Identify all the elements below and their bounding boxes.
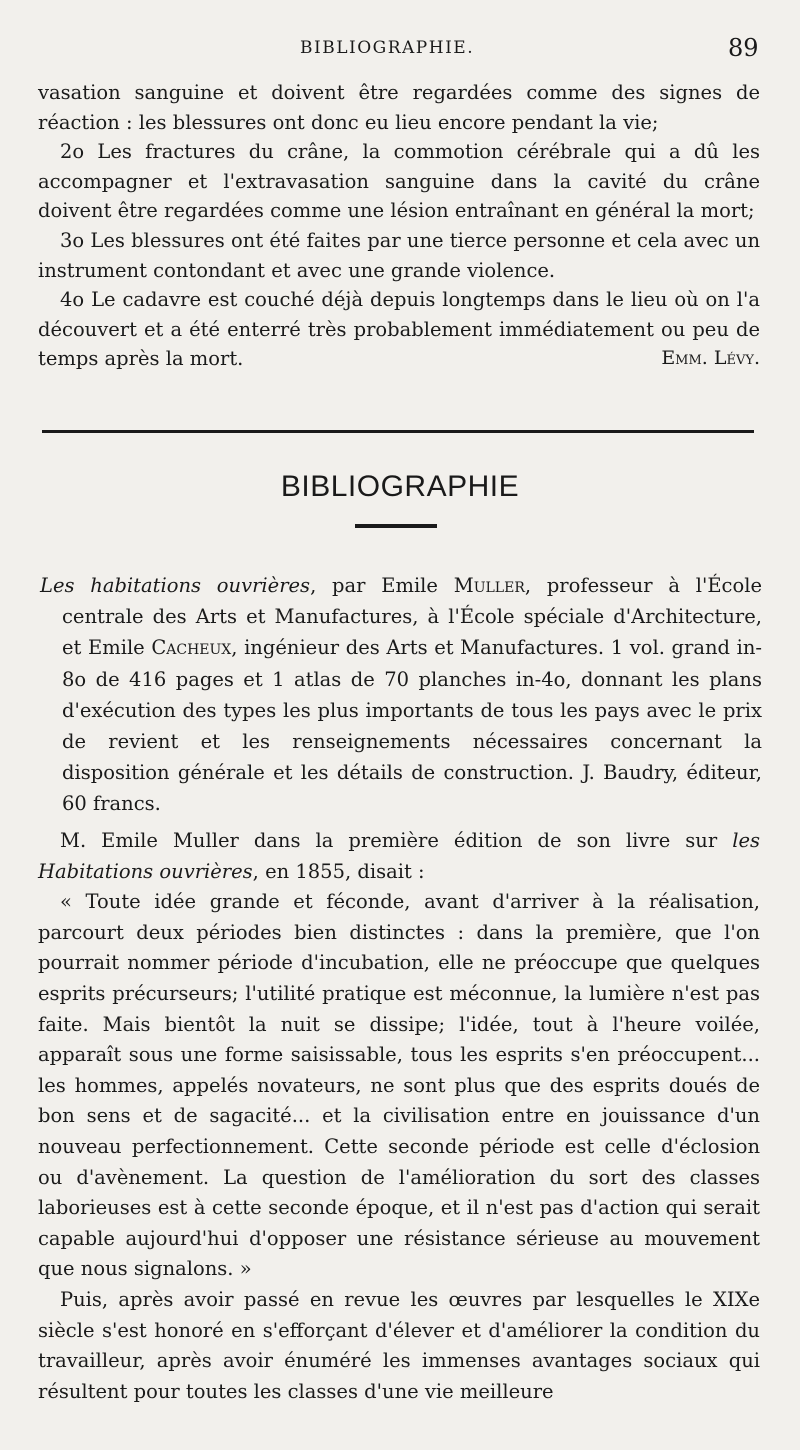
citation-affiliation: , professeur à l'École centrale des Arts et Manufactures, à l'École spéciale d'Architecture, et Emile — [62, 574, 762, 660]
page-number: 89 — [728, 34, 759, 62]
section-heading: BIBLIOGRAPHIE — [280, 470, 520, 503]
citation-details: , ingénieur des Arts et Manufactures. 1 vol. grand in-8o de 416 pages et 1 atlas de 70 planches in-4o, donnant les plans d'exécution des types les plus importants de tous les pays avec le prix de revient et les renseignements nécessaires concernant la disposition générale et les détails de construction. J. Baudry, éditeur, 60 francs. — [62, 636, 762, 816]
citation-by: , par Emile — [310, 574, 454, 597]
article-paragraph-3: 3o Les blessures ont été faites par une tierce personne et cela avec un instrument contondant et avec une grande violence. — [38, 228, 760, 282]
section-divider — [42, 430, 754, 433]
heading-underline — [355, 524, 437, 528]
review-intro — [38, 826, 760, 887]
article-paragraph-4 — [38, 285, 760, 374]
review-body — [38, 826, 760, 1407]
author-signature: Emm. Lévy. — [661, 347, 760, 370]
author-name-2: Cacheux — [151, 636, 232, 660]
article-paragraph-2: 2o Les fractures du crâne, la commotion cérébrale qui a dû les accompagner et l'extravasation sanguine dans la cavité du crâne doivent être regardées comme une lésion entraînant en général la mort; — [38, 140, 760, 223]
review-intro-title: les Habitations ouvrières — [38, 829, 760, 883]
running-head — [0, 34, 800, 68]
article-paragraph-4-text: 4o Le cadavre est couché déjà depuis longtemps dans le lieu où on l'a découvert et a été enterré très probablement immédiatement ou peu de temps après la mort. — [38, 288, 760, 371]
author-name-1: Muller — [453, 574, 525, 597]
article-conclusion — [38, 78, 760, 374]
review-intro-end: , en 1855, disait : — [252, 859, 425, 883]
review-closing: Puis, après avoir passé en revue les œuvres par lesquelles le XIXe siècle s'est honoré en s'efforçant d'élever et d'améliorer la condition du travailleur, après avoir énuméré les immenses avantages sociaux qui résultent pour toutes les classes d'une vie meilleure — [38, 1287, 760, 1403]
bibliography-entry — [40, 570, 762, 820]
review-quote: « Toute idée grande et féconde, avant d'arriver à la réalisation, parcourt deux périodes bien distinctes : dans la première, que l'on pourrait nommer période d'incubation, elle ne préoccupe que quelques esprits précurseurs; l'utilité pratique est méconnue, la lumière n'est pas faite. Mais bientôt la nuit se dissipe; l'idée, tout à l'heure voilée, apparaît sous une forme saisissable, tous les esprits s'en préoccupent... les hommes, appelés novateurs, ne sont plus que des esprits doués de bon sens et de sagacité... et la civilisation entre en jouissance d'un nouveau perfectionnement. Cette seconde période est celle d'éclosion ou d'avènement. La question de l'amélioration du sort des classes laborieuses est à cette seconde époque, et il n'est pas d'action qui serait capable aujourd'hui d'opposer une résistance sérieuse au mouvement que nous signalons. » — [38, 890, 760, 1281]
review-intro-text: M. Emile Muller dans la première édition de son livre sur — [60, 829, 733, 852]
bibliography-citation — [40, 570, 762, 820]
running-head-title: BIBLIOGRAPHIE. — [300, 38, 475, 58]
book-title: Les habitations ouvrières — [40, 574, 311, 597]
article-paragraph-1: vasation sanguine et doivent être regardées comme des signes de réaction : les blessures ont donc eu lieu encore pendant la vie; — [38, 81, 760, 134]
